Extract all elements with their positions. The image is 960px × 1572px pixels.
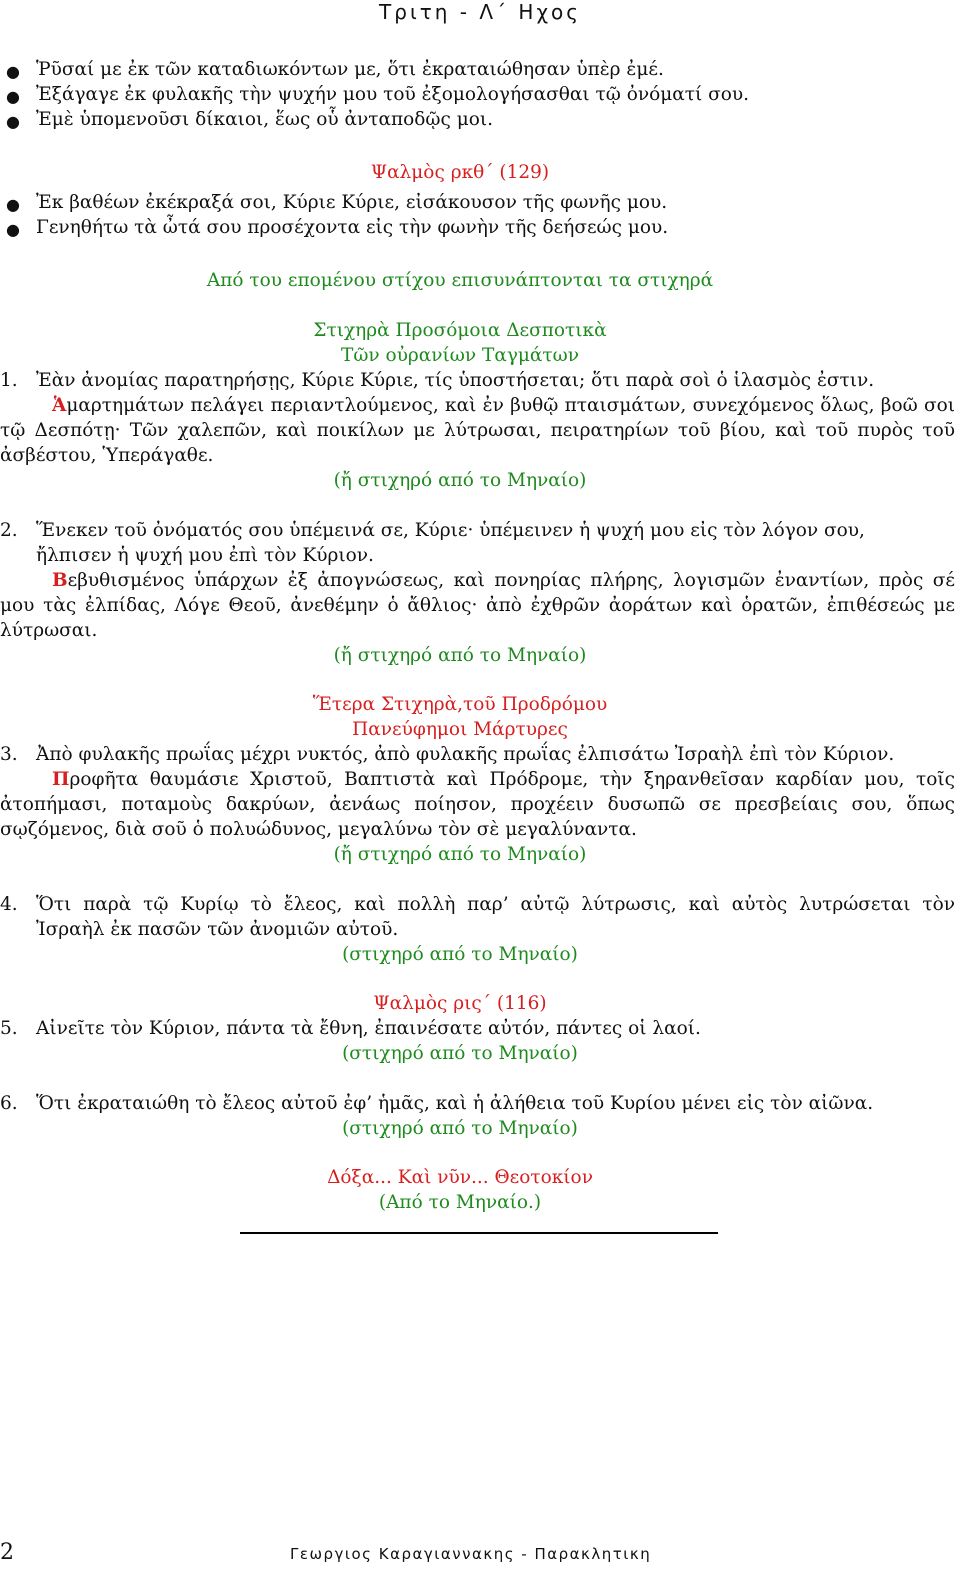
menaion-note: (ἤ στιχηρό από το Μηναίο) [333,645,587,666]
list-item: Ῥῦσαί με ἐκ τῶν καταδιωκόντων με, ὅτι ἐκραταιώθησαν ὑπὲρ ἐμέ. [36,59,664,80]
verse-text-continued: ἤλπισεν ἡ ψυχή μου ἐπὶ τὸν Κύριον. [36,545,374,566]
rubric-note: Από του επομένου στίχου επισυνάπτονται τα στιχηρά [206,270,714,291]
verse-number: 1. [0,370,18,391]
sticheron-body: εβυθισμένος ὑπάρχων ἐξ ἀπογνώσεως, καὶ πονηρίας πλήρης, λογισμῶν ἐναντίων, πρὸς σέ μου τὰς ἐλπίδας, Λόγε Θεοῦ, ἀνεθέμην ὁ ἄθλιος· ἀπὸ ἐχθρῶν ἀοράτων καὶ ὁρατῶν, ἐπιθέσεώς με λύτρωσαι. [0,570,955,641]
bullet-icon: ● [6,195,20,214]
sticheron [0,393,955,468]
sticheron [0,568,955,643]
verse-number: 6. [0,1093,18,1114]
menaion-note: (στιχηρό από το Μηναίο) [342,944,578,965]
verse-text: Ὅτι ἐκραταιώθη τὸ ἔλεος αὐτοῦ ἐφ’ ἡμᾶς, καὶ ἡ ἀλήθεια τοῦ Κυρίου μένει εἰς τὸν αἰῶνα. [36,1093,874,1114]
verse-text: Ἐὰν ἀνομίας παρατηρήσῃς, Κύριε Κύριε, τίς ὑποστήσεται; ὅτι παρὰ σοὶ ὁ ἱλασμὸς ἐστιν. [36,370,875,391]
sticheron [0,767,955,842]
menaion-note: (Από το Μηναίο.) [378,1192,542,1213]
doxa-heading: Δόξα... Καὶ νῦν... Θεοτοκίον [327,1167,593,1188]
verse-text: Ἀπὸ φυλακῆς πρωΐας μέχρι νυκτός, ἀπὸ φυλακῆς πρωΐας ἐλπισάτω Ἰσραὴλ ἐπὶ τὸν Κύριον. [36,744,895,765]
menaion-note: (στιχηρό από το Μηναίο) [342,1118,578,1139]
page-number: 2 [0,1540,14,1565]
sticheron-body: μαρτημάτων πελάγει περιαντλούμενος, καὶ ἐν βυθῷ πταισμάτων, συνεχόμενος ὅλως, βοῶ σοι τῷ Δεσπότῃ· Τῶν χαλεπῶν, καὶ ποικίλων με λύτρωσαι, πειρατηρίων τοῦ βίου, καὶ τοῦ πυρὸς τοῦ ἀσβέστου, Ὑπεράγαθε. [0,395,955,466]
bullet-icon: ● [6,87,20,106]
page-header: Τριτη - Λ΄ Ηχος [379,0,581,24]
verse-number: 5. [0,1018,18,1039]
verse-number: 3. [0,744,18,765]
verse-number: 2. [0,520,18,541]
psalm-heading: Ψαλμὸς ρκθ΄ (129) [370,162,550,183]
menaion-note: (ἤ στιχηρό από το Μηναίο) [333,844,587,865]
menaion-note: (ἤ στιχηρό από το Μηναίο) [333,470,587,491]
list-item: Ἐμὲ ὑπομενοῦσι δίκαιοι, ἕως οὗ ἀνταποδῷς μοι. [36,109,494,130]
verse-text: Αἰνεῖτε τὸν Κύριον, πάντα τὰ ἔθνη, ἐπαινέσατε αὐτόν, πάντες οἱ λαοί. [36,1018,701,1039]
bullet-icon: ● [6,112,20,131]
bullet-icon: ● [6,220,20,239]
list-item: Ἐκ βαθέων ἐκέκραξά σοι, Κύριε Κύριε, εἰσάκουσον τῆς φωνῆς μου. [36,192,668,213]
drop-initial: Β [52,570,68,591]
drop-initial: Π [52,769,70,790]
list-item: Ἐξάγαγε ἐκ φυλακῆς τὴν ψυχήν μου τοῦ ἐξομολογήσασθαι τῷ ὀνόματί σου. [36,84,750,105]
verse-number: 4. [0,894,18,915]
page-footer: Γεωργιος Καραγιαννακης - Παρακλητικη [290,1545,652,1563]
bullet-icon: ● [6,62,20,81]
verse-text: Ἕνεκεν τοῦ ὀνόματός σου ὑπέμεινά σε, Κύριε· ὑπέμεινεν ἡ ψυχή μου εἰς τὸν λόγον σου, [36,520,865,541]
section-heading: Ἕτερα Στιχηρὰ,τοῦ Προδρόμου [312,694,608,715]
section-subheading: Πανεύφημοι Μάρτυρες [352,719,568,740]
section-heading: Στιχηρὰ Προσόμοια Δεσποτικὰ [313,320,607,341]
drop-initial: Ἁ [52,395,67,416]
verse-text: Ὅτι παρὰ τῷ Κυρίῳ τὸ ἔλεος, καὶ πολλὴ παρ’ αὐτῷ λύτρωσις, καὶ αὐτὸς λυτρώσεται τὸν [36,894,955,915]
list-item: Γενηθήτω τὰ ὦτά σου προσέχοντα εἰς τὴν φωνὴν τῆς δεήσεώς μου. [36,217,669,238]
divider-line [240,1232,718,1234]
sticheron-body: ροφῆτα θαυμάσιε Χριστοῦ, Βαπτιστὰ καὶ Πρόδρομε, τὴν ξηρανθεῖσαν καρδίαν μου, τοῖς ἀτοπήμασι, ποταμοὺς δακρύων, ἀενάως ποίησον, προχέειν δυσωπῶ σε πρεσβείαις σου, ὅπως σῳζόμενος, διὰ σοῦ ὁ πολυώδυνος, μεγαλύνω τὸν σὲ μεγαλύναντα. [0,769,955,840]
section-subheading: Τῶν οὐρανίων Ταγμάτων [341,345,579,366]
psalm-heading: Ψαλμὸς ρις΄ (116) [373,993,547,1014]
verse-text-continued: Ἰσραὴλ ἐκ πασῶν τῶν ἀνομιῶν αὐτοῦ. [36,919,399,940]
menaion-note: (στιχηρό από το Μηναίο) [342,1043,578,1064]
